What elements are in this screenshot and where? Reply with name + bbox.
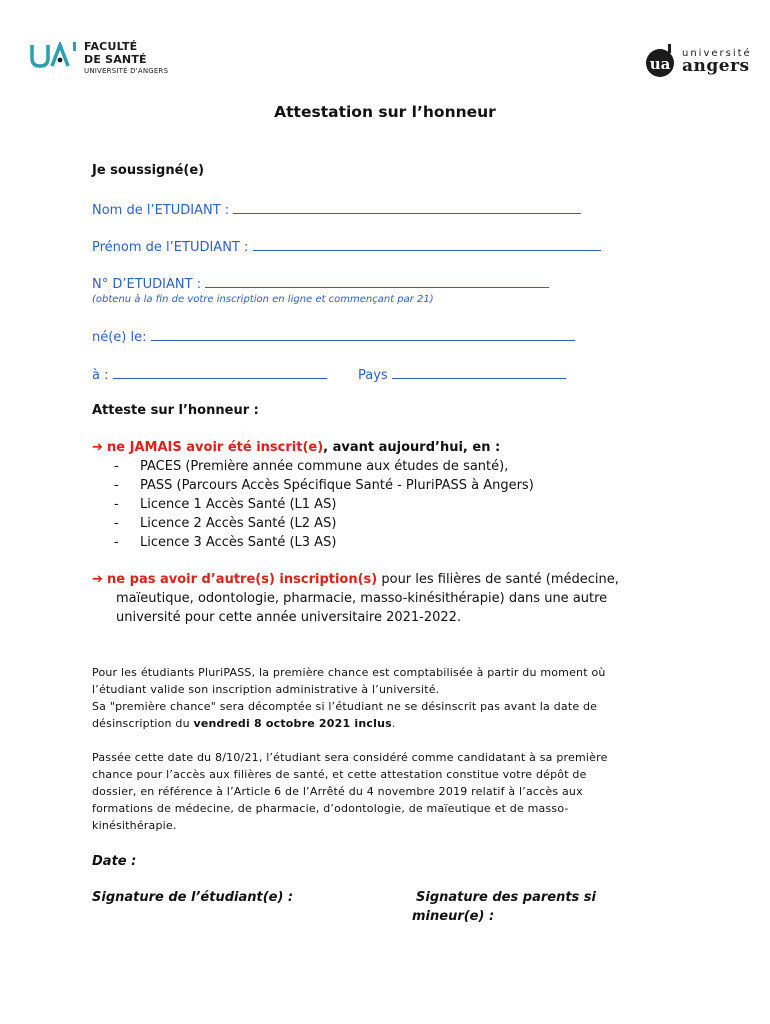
universite-text: université [682, 48, 752, 59]
ne-le-field[interactable] [92, 328, 575, 345]
lieu-blank[interactable] [113, 366, 327, 379]
deadline-date: vendredi 8 octobre 2021 inclus [193, 717, 392, 730]
faculte-line: FACULTÉ [84, 40, 138, 53]
point2-red-text: ne pas avoir d’autre(s) inscription(s) [107, 572, 378, 587]
point1-rest-text: , avant aujourd’hui, en : [323, 440, 501, 455]
numero-field[interactable] [92, 275, 549, 292]
pays-blank[interactable] [392, 366, 566, 379]
svg-text:ua: ua [649, 55, 671, 73]
universite-angers-line: UNIVERSITÉ D'ANGERS [84, 67, 169, 75]
atteste-heading: Atteste sur l’honneur : [92, 403, 259, 418]
prenom-blank[interactable] [253, 238, 601, 251]
angers-text: angers [682, 56, 750, 76]
list-item: - Licence 2 Accès Santé (L2 AS) [114, 516, 337, 531]
de-sante-line: DE SANTÉ [84, 53, 147, 66]
nom-field[interactable] [92, 201, 581, 218]
arrow-right-icon: ➔ [92, 440, 103, 455]
ua-logo-icon [30, 42, 78, 70]
pays-label: Pays [358, 368, 392, 383]
ne-le-label: né(e) le: [92, 330, 151, 345]
point2-line1 [92, 572, 619, 587]
universite-angers-logo [640, 44, 760, 80]
point1-red-text: ne JAMAIS avoir été inscrit(e) [107, 440, 324, 455]
numero-note: (obtenu à la fin de votre inscription en ligne et commençant par 21) [92, 294, 434, 305]
numero-blank[interactable] [205, 275, 549, 288]
page-title: Attestation sur l’honneur [274, 103, 496, 121]
point2-line3: université pour cette année universitaire 2021-2022. [116, 610, 462, 625]
lieu-label: à : [92, 368, 113, 383]
list-item: - Licence 3 Accès Santé (L3 AS) [114, 535, 337, 550]
list-item: - PACES (Première année commune aux études de santé), [114, 459, 509, 474]
point2-line2: maïeutique, odontologie, pharmacie, masso-kinésithérapie) dans une autre [116, 591, 608, 606]
nom-blank[interactable] [233, 201, 581, 214]
ne-le-blank[interactable] [151, 328, 575, 341]
list-item: - PASS (Parcours Accès Spécifique Santé - PluriPASS à Angers) [114, 478, 534, 493]
prenom-label: Prénom de l’ETUDIANT : [92, 240, 253, 255]
point1-line [92, 440, 500, 455]
signature-student-label: Signature de l’étudiant(e) : [92, 890, 294, 905]
signature-parents-label-1: Signature des parents si [416, 890, 596, 905]
date-label: Date : [92, 854, 137, 869]
prenom-field[interactable] [92, 238, 601, 255]
numero-label: N° D’ETUDIANT : [92, 277, 206, 292]
list-item: - Licence 1 Accès Santé (L1 AS) [114, 497, 337, 512]
lieu-field[interactable] [92, 366, 327, 383]
nom-label: Nom de l’ETUDIANT : [92, 203, 234, 218]
signature-parents-label-2: mineur(e) : [412, 909, 495, 924]
ua-circle-icon [642, 44, 680, 78]
soussigne-heading: Je soussigné(e) [92, 163, 205, 178]
point2-rest-text: pour les filières de santé (médecine, [377, 572, 619, 587]
faculte-sante-logo [30, 38, 200, 78]
paragraph-pluripass: Pour les étudiants PluriPASS, la première chance est comptabilisée à partir du moment où l’étudiant valide son inscription administrative à l’université. Sa "première chance" sera décomptée si l’étudiant ne se désinscrit pas avant la date de désinscription du vendredi 8 octobre 2021 inclus. [92, 666, 606, 730]
arrow-right-icon: ➔ [92, 572, 103, 587]
pays-field[interactable] [358, 366, 566, 383]
paragraph-candidature: Passée cette date du 8/10/21, l’étudiant sera considéré comme candidatant à sa première chance pour l’accès aux filières de santé, et cette attestation constitue votre dépôt de dossier, en référence à l’Article 6 de l’Arrêté du 4 novembre 2019 relatif à l’accès aux formations de médecine, de pharmacie, d’odontologie, de maïeutique et de masso- kinésithérapie. [92, 751, 608, 832]
